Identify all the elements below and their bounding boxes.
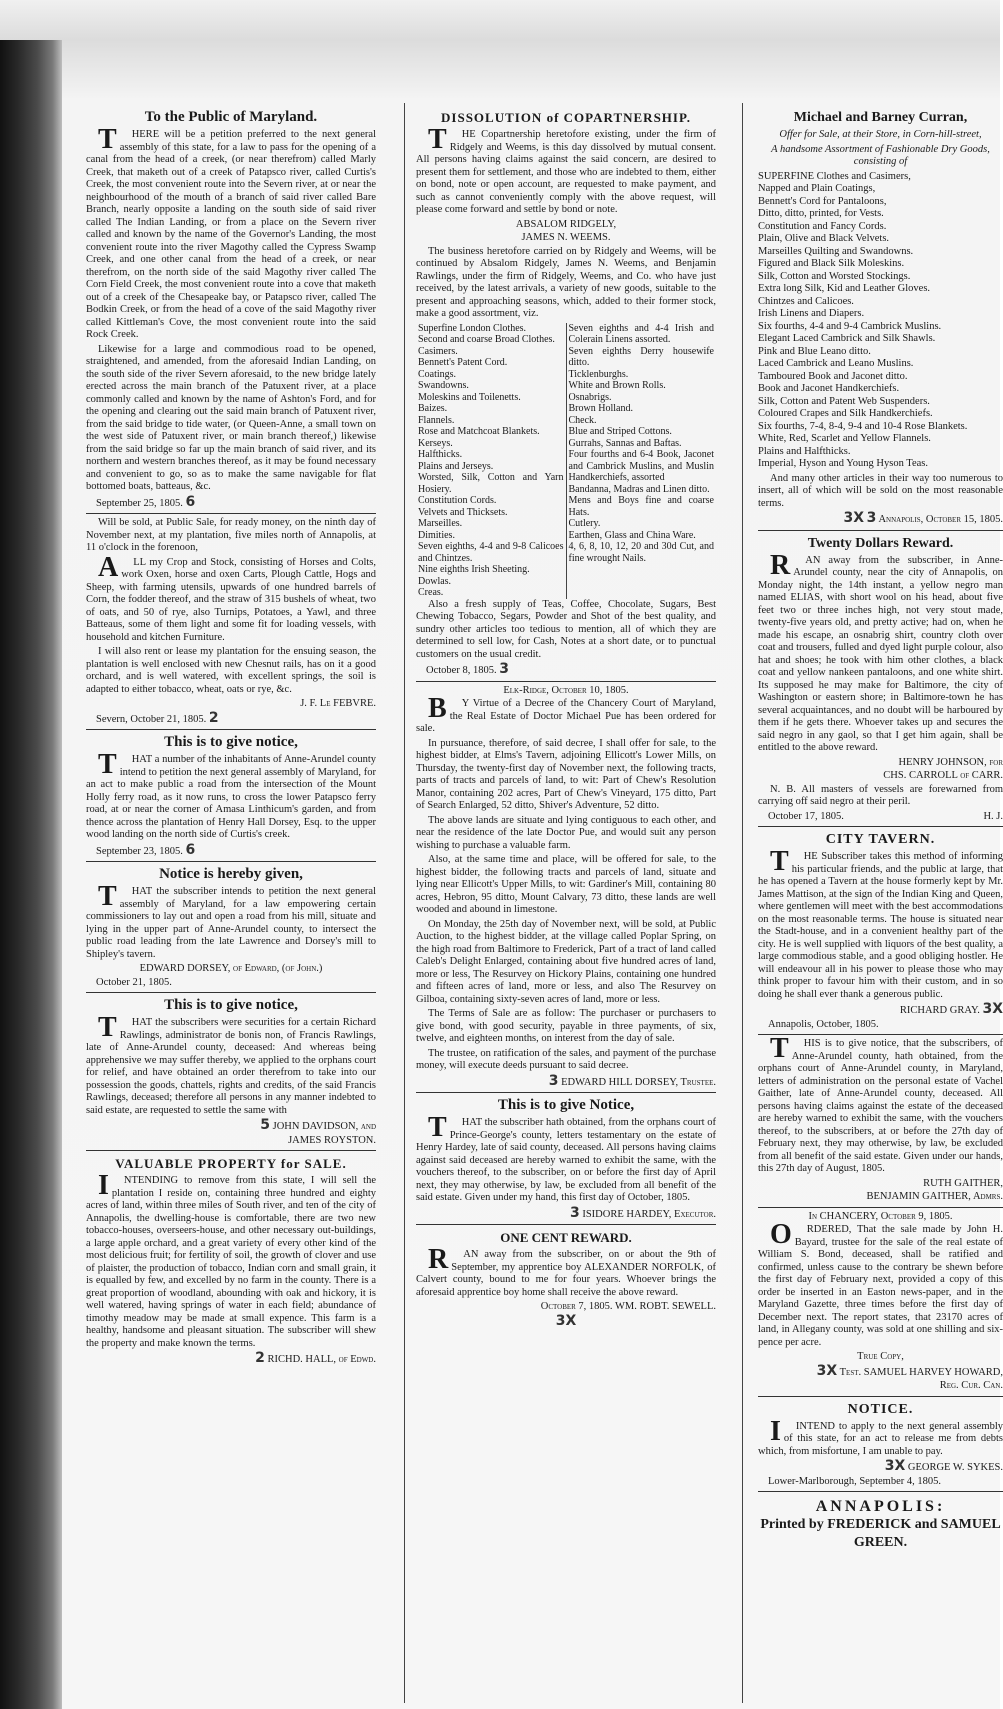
goods-item: Second and coarse Broad Clothes. <box>418 334 555 345</box>
goods-item: Four fourths and 6-4 Book, Jaconet and Cambrick Muslins, and Muslin Handkerchiefs, assorted <box>568 449 714 483</box>
column-right <box>758 105 1003 1552</box>
ad-body: Likewise for a large and commodious road to be opened, straightened, and amended, from the aforesaid Indian Landing, on the south side of the river Severn aforesaid, to the new bridge lately erected across the main branch of the Patuxent river, at a place commonly called and known by the name of Ashton's Ford, and for the opening and clearing out the said main branch of Patuxent river, from the said bridge to tide water, (or Queen-Anne, a small town on the west side of Patuxent river, or main branch thereof,) likewise from the said bridge so far up the main branch of said river, and its northern and western branches thereof, as it may be found necessary and convenient to go, so as to make the same navigable for flat bottomed boats, batteaus, &c. <box>86 343 376 492</box>
goods-item: Osnabrigs. <box>568 391 612 403</box>
goods-item: Seven eighths Derry housewife ditto. <box>568 345 714 368</box>
ad-signature: 3 ISIDORE HARDEY, Executor. <box>569 1204 716 1221</box>
goods-item: Silk, Cotton and Patent Web Suspenders. <box>758 395 930 407</box>
ad-signature: EDWARD DORSEY, of Edward, (of John.) <box>139 963 323 974</box>
handwritten-mark: 2 <box>208 709 219 726</box>
goods-item: Seven eighths, 4-4 and 9-8 Calicoes and Chintzes. <box>418 541 564 564</box>
ad-subheading: A handsome Assortment of Fashionable Dry Goods, consisting of <box>771 143 990 167</box>
ad-heading: Notice is hereby given, <box>159 866 303 882</box>
goods-item: Chintzes and Calicoes. <box>758 295 854 307</box>
ad-body: INTENDING to remove from this state, I will sell the plantation I reside on, containing three hundred and eighty acres of land, within three miles of South river, and ten of the city of Annapolis, the dwelling-house is comfortable, there are two new tobacco-houses, overseers-house, and other necessary out-buildings, a large apple orchard, and a great variety of every other kind of the most delicious fruit; for fertility of soil, the growth of clover and use of plaister, the production of tobacco, Indian corn and small grain, it is equalled by few, and excelled by no farm in the county. There is a great proportion of woodland, abounding with oak and hickory, it is well watered, having springs of water in each field; abundance of timothy meadow may be made at small expence. This farm is a healthy, handsome and pleasant situation. The subscriber will shew the property and make known the terms. <box>86 1170 376 1349</box>
ad-body: Also a fresh supply of Teas, Coffee, Chocolate, Sugars, Best Chewing Tobacco, Segars, Powder and Shot of the best quality, and sundry other articles too tedious to mention, all of which they are determined to sell low, for Cash, Notes at a short date, or to punctual customers on the usual credit. <box>416 598 716 660</box>
ad-subheading: Offer for Sale, at their Store, in Corn-hill-street, <box>779 129 982 140</box>
ad-heading: To the Public of Maryland. <box>144 109 318 125</box>
goods-item: Baizes. <box>418 403 448 414</box>
divider <box>86 1150 376 1151</box>
goods-item: Irish Linens and Diapers. <box>758 308 865 319</box>
goods-item: Flannels. <box>418 414 455 426</box>
ad-heading: Michael and Barney Curran, <box>793 110 968 125</box>
goods-item: Marseilles Quilting and Swandowns. <box>758 245 914 257</box>
goods-item: Book and Jaconet Handkerchiefs. <box>758 383 900 394</box>
ad-body: The business heretofore carried on by Ridgely and Weems, will be continued by Absalom Ridgely, James N. Weems, and Benjamin Rawlings, under the firm of Ridgely, Weems, and Co. who have just received, by the latest arrivals, a variety of new goods, suitable to the present and approaching seasons, which, added to their former stock, make a good assortment, viz. <box>416 245 716 319</box>
goods-item: Pink and Blue Leano ditto. <box>758 345 871 357</box>
goods-item: Halfthicks. <box>418 449 463 460</box>
ad-body: On Monday, the 25th day of November next, will be sold, at Public Auction, to the highest bidder, at the village called Poplar Spring, on the high road from Baltimore to Frederick, Part of a tract of land called Caleb's Delight Enlarged, containing about five hundred acres of land, more or less, The Resurvey on Hickory Plains, containing one hundred and fifteen acres of land, more or less, and also The Resurvey on Gilboa, containing sixty-seven acres of land, more or less. <box>416 918 716 1005</box>
divider <box>416 681 716 682</box>
ad-body: THAT the subscribers were securities for a certain Richard Rawlings, administrator de bonis non, of Francis Rawlings, late of Anne-Arundel county, deceased: And whereas being apprehensive we may suffer thereby, we applied to the orphans court for relief, and have obtained an order therefrom to take into our possession the goods, chattels, rights and credits, of the said Francis Rawlings, deceased; therefore all persons in any manner indebted to said estate, are requested to settle the same with <box>86 1012 376 1116</box>
ad-body: RAN away from the subscriber, on or about the 9th of September, my apprentice boy ALEXANDER NORFOLK, of Calvert county, bound to me for four years. Whoever brings the aforesaid apprentice boy home shall receive the above reward. <box>416 1244 716 1298</box>
goods-item: Casimers. <box>418 345 458 357</box>
ad-date: October 17, 1805. H. J. <box>768 810 1003 822</box>
goods-item: Ticklenburghs. <box>568 368 629 380</box>
goods-list-right <box>566 323 716 599</box>
imprint-printers: Printed by FREDERICK and SAMUEL <box>760 1517 1001 1532</box>
ad-body: BY Virtue of a Decree of the Chancery Court of Maryland, the Real Estate of Doctor Michael Pue has been ordered for sale. <box>416 693 716 734</box>
divider <box>758 1034 1003 1035</box>
ad-date: Annapolis, October, 1805. <box>768 1018 879 1030</box>
ad-heading: This is to give Notice, <box>497 1097 635 1113</box>
ad-body: Also, at the same time and place, will be offered for sale, to the highest bidder, the following tracts and parcels of land, situate and lying near Ellicott's Upper Mills, to wit: Gardiner's Mill, containing 80 acres, Hebron, 95 ditto, Mount Calvary, 73 ditto, these lands are well wooded and abound in limestone. <box>416 854 716 915</box>
printer-imprint <box>758 1498 1003 1552</box>
ad-heading: NOTICE. <box>847 1401 914 1417</box>
ad-signature: CHS. CARROLL of CARR. <box>883 770 1003 781</box>
handwritten-mark: 3 <box>548 1072 559 1089</box>
ad-signature: October 7, 1805. WM. ROBT. SEWELL. <box>540 1301 716 1312</box>
ad-body: Will be sold, at Public Sale, for ready money, on the ninth day of November next, at my plantation, five miles north of Annapolis, at 11 o'clock in the forenoon, <box>86 517 376 553</box>
ad-body: THIS is to give notice, that the subscribers, of Anne-Arundel county, hath obtained, from the orphans court of Anne-Arundel county, in Maryland, letters of administration on the personal estate of Vachel Gaither, late of Anne-Arundel county, deceased. All persons having claims against the estate of the deceased are hereby warned to exhibit the same, with the vouchers thereof, to the subscribers, at or before the 27th day of February next, they may otherwise, by law, be excluded from all benefit of the said estate. Given under our hands, this 27th day of August, 1805. <box>758 1033 1003 1174</box>
goods-item: Velvets and Thicksets. <box>418 506 508 518</box>
ad-signature: 5 JOHN DAVIDSON, and <box>260 1117 376 1133</box>
goods-item: Rose and Matchcoat Blankets. <box>418 426 540 437</box>
goods-item: Superfine London Clothes. <box>418 322 527 334</box>
goods-item: Mens and Boys fine and coarse Hats. <box>568 495 714 518</box>
ad-heading: CITY TAVERN. <box>825 832 936 847</box>
goods-item: Constitution Cords. <box>418 495 497 506</box>
column-middle <box>416 105 716 1330</box>
ad-signature: 3X Test. SAMUEL HARVEY HOWARD, <box>816 1362 1003 1379</box>
goods-item: Cutlery. <box>568 518 601 529</box>
goods-item: Seven eighths and 4-4 Irish and Colerain Linens assorted. <box>568 322 714 345</box>
goods-item: Six fourths, 4-4 and 9-4 Cambrick Muslins. <box>758 320 942 332</box>
goods-item: Extra long Silk, Kid and Leather Gloves. <box>758 283 931 294</box>
goods-item: Check. <box>568 414 597 426</box>
goods-item: Plain, Olive and Black Velvets. <box>758 233 890 244</box>
goods-item: Bennett's Cord for Pantaloons, <box>758 195 887 207</box>
ad-heading: This is to give notice, <box>164 997 298 1013</box>
ad-heading: VALUABLE PROPERTY for SALE. <box>115 1156 347 1171</box>
handwritten-mark: 3 <box>499 661 509 677</box>
handwritten-mark: 3X <box>982 1001 1003 1017</box>
divider <box>86 513 376 514</box>
ad-body: In pursuance, therefore, of said decree, I shall offer for sale, to the highest bidder, at Elms's Tavern, adjoining Ellicott's Lower Mills, on Thursday, the twenty-first day of November next, the following tracts, parts of tracts and parcels of land, to wit: Part of Chew's Resolution Manor, containing 202 acres, Part of Chew's Vineyard, 175 ditto, Part of Search Enlarged, 52 ditto, Shiver's Adventure, 52 ditto. <box>416 737 716 811</box>
goods-item: Coloured Crapes and Silk Handkerchiefs. <box>758 408 933 419</box>
goods-item: Dowlas. <box>418 575 452 587</box>
handwritten-mark: 5 <box>260 1117 271 1133</box>
goods-item: Figured and Black Silk Moleskins. <box>758 258 905 269</box>
imprint-city: ANNAPOLIS: <box>815 1498 946 1515</box>
goods-item: White and Brown Rolls. <box>568 380 666 391</box>
goods-item: Worsted, Silk, Cotton and Yarn Hosiery. <box>418 472 564 495</box>
ad-date: October 21, 1805. <box>96 976 172 988</box>
ad-date: September 25, 1805. 6 <box>96 493 196 510</box>
ad-signature: BENJAMIN GAITHER, Admrs. <box>866 1191 1003 1202</box>
ad-heading: Twenty Dollars Reward. <box>807 535 954 551</box>
goods-item: Plains and Halfthicks. <box>758 445 851 457</box>
book-binding <box>0 40 62 1709</box>
goods-item: Napped and Plain Coatings, <box>758 183 876 194</box>
goods-item: Earthen, Glass and China Ware. <box>568 529 696 541</box>
goods-item: Bennett's Patent Cord. <box>418 357 508 368</box>
divider <box>758 530 1003 531</box>
goods-item: Laced Cambrick and Leano Muslins. <box>758 358 914 369</box>
goods-item: Imperial, Hyson and Young Hyson Teas. <box>758 458 928 469</box>
goods-list-left <box>416 323 566 599</box>
newspaper-page <box>66 95 1003 1709</box>
ad-signature: J. F. Le FEBVRE. <box>300 698 376 709</box>
column-rule <box>742 103 743 1703</box>
goods-item: Marseilles. <box>418 518 463 529</box>
goods-item: Silk, Cotton and Worsted Stockings. <box>758 270 911 282</box>
goods-item: Kerseys. <box>418 437 453 449</box>
ad-body: ORDERED, That the sale made by John H. Bayard, trustee for the sale of the real estate of William S. Bond, deceased, shall be ratified and confirmed, unless cause to the contrary be shewn before the first day of February next, provided a copy of this order be inserted in an Easton news-paper, and in the Maryland Gazette, three times before the first day of December next. The report states, that 23170 acres of land, in Allegany county, was sold at one shilling and six-pence per acre. <box>758 1219 1003 1348</box>
ad-body: N. B. All masters of vessels are forewarned from carrying off said negro at their peril. <box>758 783 1003 807</box>
ad-body: The trustee, on ratification of the sales, and payment of the purchase money, will execute deeds pursuant to said decree. <box>416 1047 716 1071</box>
ad-date: September 23, 1805. 6 <box>96 841 196 858</box>
goods-item: White, Red, Scarlet and Yellow Flannels. <box>758 433 931 444</box>
ad-signature: True Copy, <box>857 1351 904 1362</box>
ad-body: THE Subscriber takes this method of informing his particular friends, and the public at large, that he has opened a Tavern at the house formerly kept by Mr. James Mattison, at the sign of the Indian King and Queen, where gentlemen will meet with the best accommodations on the most reasonable terms. The house is situated near the Stadt-house, and in a convenient healthy part of the city. He is well supplied with liquors of the best quality, a large commodious stable, and a good obliging hostler. He will endeavour all in his power to please those who may think proper to favour him with their custom, and in so doing he shall ever thank a generous public. <box>758 846 1003 1000</box>
ad-heading: This is to give notice, <box>164 734 298 750</box>
divider <box>758 826 1003 827</box>
imprint-printers-cont: GREEN. <box>853 1535 908 1550</box>
column-rule <box>404 103 405 1703</box>
ad-heading: DISSOLUTION of COPARTNERSHIP. <box>441 110 691 125</box>
handwritten-mark: 3 <box>569 1204 580 1221</box>
divider <box>758 1396 1003 1397</box>
goods-item: Constitution and Fancy Cords. <box>758 220 887 232</box>
goods-item: Moleskins and Toilenetts. <box>418 391 521 403</box>
divider <box>86 729 376 730</box>
ad-date: October 8, 1805. 3 <box>426 661 509 677</box>
ad-body: THAT a number of the inhabitants of Anne-Arundel county intend to petition the next general assembly of Maryland, for an act to make public a road from the intersection of the Mount Holly ferry road, as it now runs, to cross the lower Patapsco ferry road, at or near the corner of Amasa Linthicum's garden, and from thence across the plantation of Henry Hall Dorsey, Esq. to the upper wood landing on the north side of Curtis's creek. <box>86 749 376 840</box>
ad-signature: RUTH GAITHER, <box>923 1177 1003 1189</box>
goods-item: Tamboured Book and Jaconet ditto. <box>758 370 908 382</box>
divider <box>416 1092 716 1093</box>
ad-body: ALL my Crop and Stock, consisting of Horses and Colts, work Oxen, horse and oxen Carts, Plough Cattle, Hogs and Sheep, with farming utensils, upwards of one hundred barrels of Corn, the fodder thereof, and the straw of 315 bushels of wheat, two of oats, and 50 of rye, also Turnips, Potatoes, a Yawl, and three Batteaus, some of them light and some fit for loading vessels, with household and kitchen Furniture. <box>86 551 376 643</box>
ad-heading: ONE CENT REWARD. <box>500 1230 632 1245</box>
ad-dateline: In CHANCERY, October 9, 1805. <box>808 1210 953 1222</box>
handwritten-mark: 3X <box>884 1458 906 1474</box>
goods-item: Bandanna, Madras and Linen ditto. <box>568 483 710 495</box>
goods-item: Swandowns. <box>418 380 469 391</box>
goods-item: SUPERFINE Clothes and Casimers, <box>758 170 911 182</box>
goods-table <box>416 323 716 599</box>
divider <box>86 992 376 993</box>
goods-item: Plains and Jerseys. <box>418 460 494 472</box>
handwritten-mark: 6 <box>185 493 196 510</box>
goods-item: 4, 6, 8, 10, 12, 20 and 30d Cut, and fine wrought Nails. <box>568 541 714 564</box>
handwritten-mark: 3X <box>816 1362 838 1379</box>
ad-signature: 3 EDWARD HILL DORSEY, Trustee. <box>548 1072 716 1089</box>
divider <box>758 1207 1003 1208</box>
goods-item: Gurrahs, Sannas and Baftas. <box>568 437 682 449</box>
ad-signature: JAMES ROYSTON. <box>288 1134 376 1146</box>
goods-item: Creas. <box>418 587 444 598</box>
ad-signature: RICHARD GRAY. 3X <box>899 1001 1003 1017</box>
ad-signature: Reg. Cur. Can. <box>939 1380 1003 1391</box>
ad-dateline: Elk-Ridge, October 10, 1805. <box>503 684 629 696</box>
goods-list <box>758 171 1003 471</box>
ad-signature: JAMES N. WEEMS. <box>521 232 611 243</box>
ad-body: THE Copartnership heretofore existing, under the firm of Ridgely and Weems, is this day dissolved by mutual consent. All persons having claims against the said concern, are desired to present them for settlement, and those who are indebted to them, either on bond, note or open account, are requested to make payment, and such as cannot conveniently comply with the above request, will please come forward and settle by bond or note. <box>416 124 716 215</box>
ad-signature: HENRY JOHNSON, for <box>898 756 1003 768</box>
ad-body: IINTEND to apply to the next general assembly of this state, for an act to release me from debts which, from misfortune, I am unable to pay. <box>758 1415 1003 1457</box>
ad-date: 3X 3 Annapolis, October 15, 1805. <box>843 510 1003 526</box>
ad-body: THAT the subscriber hath obtained, from the orphans court of Prince-George's county, letters testamentary on the estate of Henry Hardey, late of said county, deceased. All persons having claims against said deceased are hereby warned to exhibit the same, with the vouchers thereof, to the subscriber, on or before the first day of April next, they may otherwise, by law, be excluded from all benefit of the said estate. Given under my hand, this first day of October, 1805. <box>416 1112 716 1203</box>
goods-item: Coatings. <box>418 368 457 380</box>
divider <box>86 861 376 862</box>
ad-body: THAT the subscriber intends to petition the next general assembly of Maryland, for a law empowering certain commissioners to lay out and open a road from his mill, situate and lying in the upper part of Anne-Arundel county, to intersect the public road leading from the late Lawrence and Dorsey's mill to Shipley's tavern. <box>86 881 376 960</box>
ad-body: I will also rent or lease my plantation for the ensuing season, the plantation is well enclosed with new Chesnut rails, has on it a good orchard, and is well watered, with excellent springs, the soil is adapted to either tobacco, wheat, oats or rye, &c. <box>86 646 376 695</box>
ad-date: Severn, October 21, 1805. 2 <box>96 709 219 726</box>
ad-body: The Terms of Sale are as follow: The purchaser or purchasers to give bond, with good security, payable in three payments, of six, twelve, and eighteen months, on interest from the day of sale. <box>416 1008 716 1044</box>
goods-item: Nine eighths Irish Sheeting. <box>418 564 530 575</box>
handwritten-mark: 2 <box>255 1350 265 1366</box>
handwritten-mark: 6 <box>185 841 196 858</box>
handwritten-mark: 3X <box>555 1312 577 1329</box>
divider <box>758 1491 1003 1492</box>
divider <box>416 1224 716 1225</box>
ad-signature: ABSALOM RIDGELY, <box>515 218 617 230</box>
ad-signature: 2 RICHD. HALL, of Edwd. <box>255 1350 376 1366</box>
ad-body: The above lands are situate and lying contiguous to each other, and near the residence of the late Doctor Pue, and would suit any person wishing to purchase a valuable farm. <box>416 814 716 851</box>
column-left <box>86 105 376 1368</box>
goods-item: Six fourths, 7-4, 8-4, 9-4 and 10-4 Rose Blankets. <box>758 420 968 432</box>
ad-body: RAN away from the subscriber, in Anne-Arundel county, near the city of Annapolis, on Monday night, the 14th instant, a yellow negro man named ELIAS, with short wool on his head, about five feet two or three inches high, not very stout made, twenty-five years old, and pretty active; had on, when he made his escape, an osnabrig shirt, country cloth over coat and trousers, fulled and dyed light purple colour, also hat and shoes; he took with him other clothes, a black coat and yellow nankeen pantaloons, and one white shirt. Its supposed he may make for Baltimore, the city of Washington or eastern shore; in Baltimore-town he has several acquaintances, and no doubt will be harboured by them if he gets there. Whoever takes up and secures the said negro in any gaol, so that I get him again, shall be entitled to the above reward. <box>758 549 1003 753</box>
ad-signature: 3X GEORGE W. SYKES. <box>884 1458 1003 1474</box>
goods-item: Brown Holland. <box>568 403 633 414</box>
ad-date: Lower-Marlborough, September 4, 1805. <box>768 1475 941 1487</box>
ad-body: And many other articles in their way too numerous to insert, all of which will be sold on the most reasonable terms. <box>758 472 1003 509</box>
goods-item: Dimities. <box>418 529 455 541</box>
handwritten-mark: 3X <box>843 510 865 526</box>
goods-item: Ditto, ditto, printed, for Vests. <box>758 208 884 219</box>
ad-body: THERE will be a petition preferred to the next general assembly of this state, for a law to pass for the opening of a canal from the head of a creek, (or near therefrom) called Marly Creek, that maketh out of a creek of Patapsco river, called Curtis's Creek, the most convenient route into the Severn river, at or near the neighbourhood of the mouth of a branch of said river called Bare Branch, nearly opposite a landing on the south side of said river called The Indian Landing, or from a place on the Severn river called and known by the name of the Governor's Landing, the most convenient route into the river Magothy called the Cypress Swamp Creek, and one other canal from the head of a creek, or near therefrom, on the north side of the said Magothy river called The Corn Field Creek, the most convenient route into a cove that maketh out of a creek of the Chesapeake bay, or Patapsco river, called The Bodkin Creek, or from the head of a cove of the said Magothy river called Kittleman's Cove, the most convenient route into the said Rock Creek. <box>86 124 376 340</box>
goods-item: Elegant Laced Cambrick and Silk Shawls. <box>758 333 936 344</box>
handwritten-mark: 3 <box>866 510 877 526</box>
goods-item: Blue and Striped Cottons. <box>568 426 672 437</box>
